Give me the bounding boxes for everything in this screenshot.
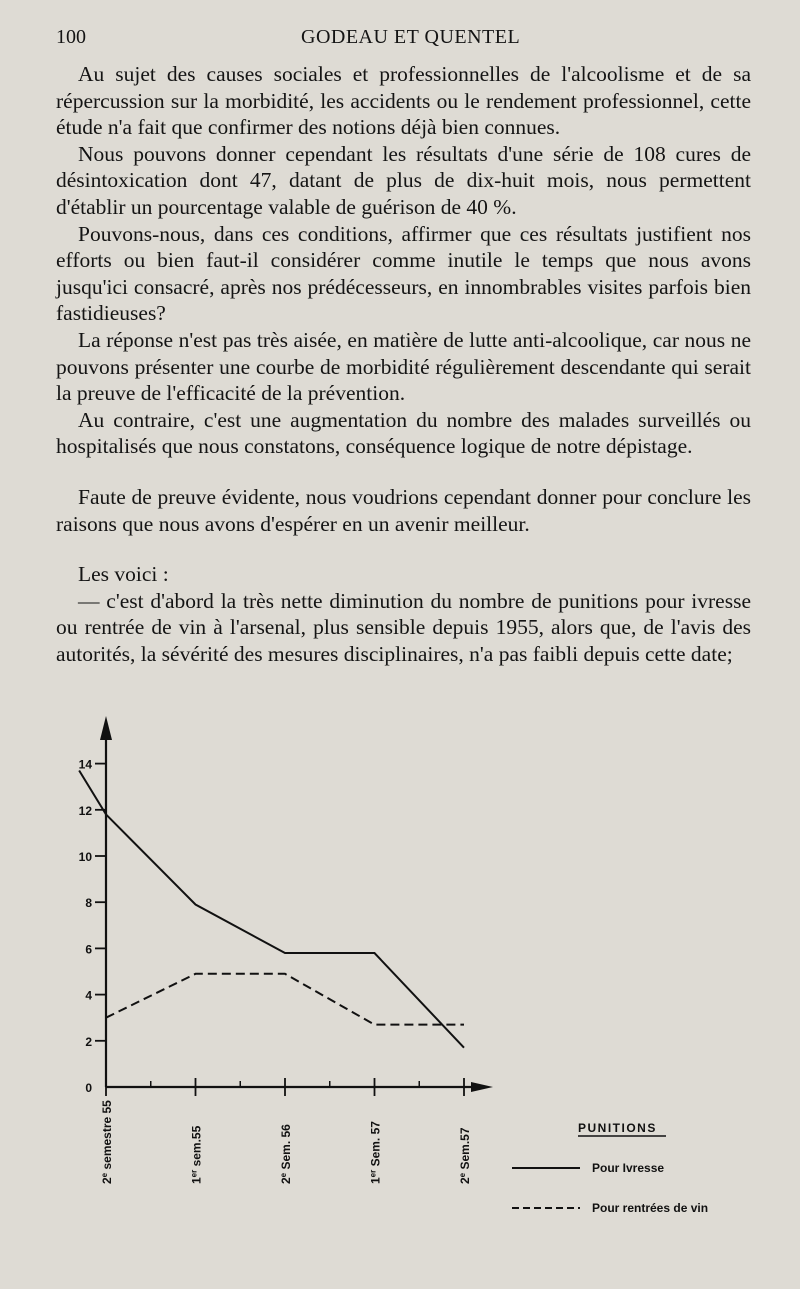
x-tick-label: 2e semestre 55: [100, 1100, 114, 1184]
x-axis-arrowhead: [471, 1082, 493, 1092]
series-line-ivresse: [79, 771, 464, 1048]
paragraph: La réponse n'est pas très aisée, en matière de lutte anti-alcoolique, car nous ne pouvons présenter une courbe de morbidité régulièrement descendante qui serait la preuve de l'efficacité de la prévention.: [56, 327, 751, 406]
legend-label: Pour rentrées de vin: [592, 1201, 709, 1215]
y-tick-label: 2: [85, 1034, 92, 1049]
paragraph: Au sujet des causes sociales et professionnelles de l'alcoolisme et de sa répercussion sur la morbidité, les accidents ou le rendement professionnel, cette étude n'a fait que confirmer des notions déjà bien connues.: [56, 62, 751, 140]
running-head: [56, 26, 752, 50]
x-tick-label: 1er Sem. 57: [368, 1121, 383, 1184]
series-line-rentrees: [106, 974, 464, 1025]
legend-label: Pour Ivresse: [592, 1161, 665, 1175]
paragraph: Faute de preuve évidente, nous voudrions cependant donner pour conclure les raisons que nous avons d'espérer en un avenir meilleur.: [56, 484, 751, 536]
paragraph: Pouvons-nous, dans ces conditions, affirmer que ces résultats justifient nos efforts ou bien faut-il considérer comme inutile le temps que nous avons jusqu'ici consacré, après nos prédécesseurs, en innombrables visites parfois bien fastidieuses?: [56, 221, 751, 326]
x-tick-label: 2e Sem. 56: [279, 1124, 293, 1184]
y-tick-label: 4: [85, 988, 92, 1003]
y-tick-label: 0: [85, 1081, 92, 1095]
y-tick-label: 14: [78, 757, 92, 772]
body-text: [56, 61, 751, 667]
y-tick-label: 6: [85, 942, 92, 957]
x-tick-label: 2e Sem.57: [458, 1127, 472, 1184]
legend-title: PUNITIONS: [578, 1121, 657, 1135]
punitions-chart: [70, 706, 750, 1226]
x-tick-label: 1er sem.55: [189, 1125, 204, 1184]
y-tick-label: 12: [78, 803, 92, 818]
y-axis-arrowhead: [100, 716, 112, 740]
paragraph: Nous pouvons donner cependant les résultats d'une série de 108 cures de désintoxication dont 47, datant de plus de dix-huit mois, nous permettent d'établir un pourcentage valable de guérison de 40 %.: [56, 141, 751, 219]
y-tick-label: 8: [85, 896, 92, 911]
y-tick-label: 10: [78, 850, 92, 864]
paragraph: Au contraire, c'est une augmentation du nombre des malades surveillés ou hospitalisés que nous constatons, conséquence logique de notre dépistage.: [56, 407, 751, 459]
header-title: GODEAU ET QUENTEL: [301, 26, 521, 48]
paragraph: Les voici :: [78, 562, 169, 587]
page-number: 100: [56, 26, 86, 48]
paragraph: — c'est d'abord la très nette diminution du nombre de punitions pour ivresse ou rentrée de vin à l'arsenal, plus sensible depuis 1955, alors que, de l'avis des autorités, la sévérité des mesures disciplinaires, n'a pas faibli depuis cette date;: [56, 588, 751, 666]
